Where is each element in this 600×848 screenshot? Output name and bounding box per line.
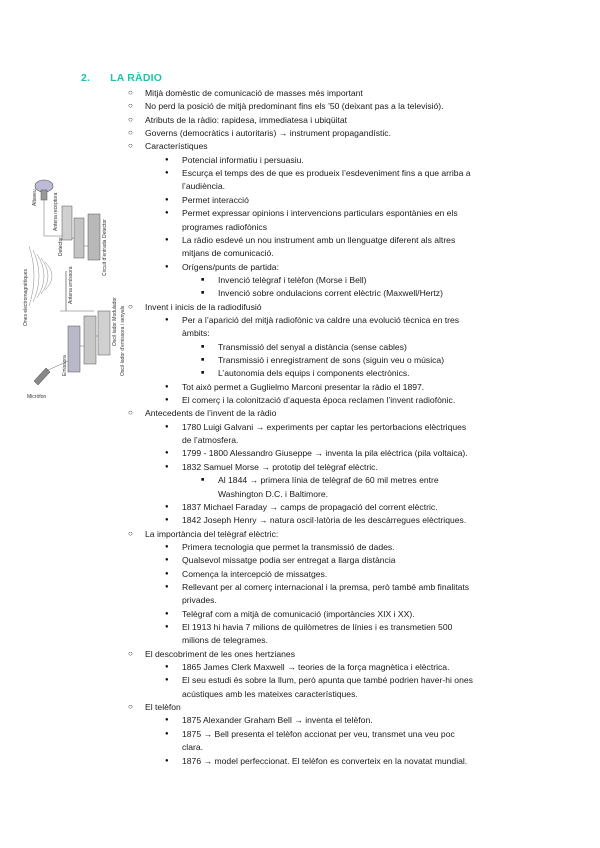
outline-line: Per a l’aparició del mitjà radiofònic va caldre una evolució tècnica en tres (182, 314, 460, 325)
illustration-label: Detector (102, 219, 108, 238)
outline-line: La ràdio esdevé un nou instrument amb un llenguatge diferent als altres (182, 234, 456, 245)
section-number: 2. (81, 72, 91, 84)
outline-line: àmbits: (182, 328, 210, 339)
illustration-label: Micròfon (27, 394, 47, 400)
section-title: LA RÀDIO (110, 72, 163, 84)
bullet-level-1-icon: ○ (128, 101, 133, 111)
outline-line: acústiques amb les mateixes característiques. (182, 688, 358, 699)
illustration-label: Ones electromagnètiques (23, 269, 29, 326)
outline-line: privades. (182, 595, 217, 606)
outline-line: L’autonomia dels equips i components electrònics. (218, 368, 410, 379)
radio-transmission-illustration (24, 176, 134, 401)
bullet-level-2-icon: ● (165, 463, 169, 470)
bullet-level-2-icon: ● (165, 196, 169, 203)
transmitter-units-icon (68, 311, 110, 372)
outline-line: Primera tecnologia que permet la transmissió de dades. (182, 541, 395, 552)
illustration-label: Altaveu (32, 189, 38, 206)
bullet-level-2-icon: ● (165, 717, 169, 724)
bullet-level-1-icon: ○ (128, 128, 133, 138)
outline-line: Qualsevol missatge podia ser entregat a llarga distància (182, 555, 396, 566)
outline-line: Permet interacció (182, 194, 249, 205)
outline-line: El seu estudi és sobre la llum, però apunta que també podrien haver-hi ones (182, 675, 473, 686)
outline-line: Invenció telègraf i telèfon (Morse i Bell) (218, 274, 367, 285)
outline-line: 1875 → Bell presenta el telèfon accionat per veu, transmet una veu poc (182, 728, 455, 739)
bullet-level-2-icon: ● (165, 383, 169, 390)
outline-line: No perd la posició de mitjà predominant fins els ’50 (deixant pas a la televisió). (145, 101, 444, 112)
outline-line: El 1913 hi havia 7 milions de quilòmetres de línies i es transmetien 500 (182, 622, 453, 632)
outline-line: El comerç i la colonització d’aquesta època reclamen l’invent radiofònic. (182, 395, 456, 406)
outline-line: 1876 → model perfeccionat. El telèfon es converteix en la novatat mundial. (182, 755, 468, 766)
outline-line: 1837 Michael Faraday → camps de propagació del corrent elèctric. (182, 501, 438, 512)
bullet-level-2-icon: ● (165, 210, 169, 217)
outline-line: Atributs de la ràdio: rapidesa, immediatesa i ubiqüitat (145, 114, 348, 125)
bullet-level-1-icon: ○ (128, 88, 133, 97)
bullet-level-2-icon: ● (165, 263, 169, 270)
bullet-level-3-icon: ■ (201, 290, 205, 297)
outline-line: Comença la intercepció de missatges. (182, 568, 328, 579)
bullet-level-2-icon: ● (165, 624, 169, 630)
outline-line: Transmissió del senyal a distància (sense cables) (218, 341, 407, 352)
illustration-label: Antena emissora (68, 266, 74, 304)
bullet-level-2-icon: ● (165, 664, 169, 671)
bullet-level-3-icon: ■ (201, 343, 205, 350)
outline-line: Al 1844 → primera línia de telègraf de 60 mil metres entre (218, 475, 439, 486)
bullet-level-2-icon: ● (165, 543, 169, 550)
illustration-label: Oscil·lador d’emissora i senyals (120, 305, 126, 376)
bullet-level-2-icon: ● (165, 610, 169, 617)
illustration-label: Detector (58, 237, 64, 256)
bullet-level-2-icon: ● (165, 170, 169, 177)
outline-line: 1875 Alexander Graham Bell → inventa el telèfon. (182, 715, 373, 726)
bullet-level-2-icon: ● (165, 450, 169, 457)
bullet-level-2-icon: ● (165, 517, 169, 524)
outline-line: El telèfon (145, 702, 181, 713)
bullet-level-2-icon: ● (165, 570, 169, 577)
bullet-level-2-icon: ● (165, 397, 169, 404)
outline-line: milions de telegrames. (182, 635, 268, 646)
outline-line: 1832 Samuel Morse → prototip del telègraf elèctric. (182, 461, 378, 472)
bullet-level-1-icon: ○ (128, 408, 133, 418)
outline-line: Transmissió i enregistrament de sons (siguin veu o música) (218, 355, 445, 365)
transmitting-antenna-icon (60, 271, 94, 311)
outline-line: Permet expressar opinions i intervencions particulars espontànies en els (182, 208, 458, 219)
outline-line: El descobriment de les ones hertzianes (145, 648, 295, 659)
bullet-level-1-icon: ○ (128, 114, 133, 124)
outline-line: Governs (democràtics i autoritaris) → instrument propagandístic. (145, 128, 391, 139)
bullet-level-2-icon: ● (165, 677, 169, 684)
outline-line: Antecedents de l’invent de la ràdio (145, 408, 277, 419)
illustration-label: Oscil·lador Modulador (112, 297, 118, 346)
outline-line: Telègraf com a mitjà de comunicació (importàncies XIX i XX). (182, 608, 415, 619)
bullet-level-2-icon: ● (165, 236, 169, 243)
outline-line: Washington D.C. i Baltimore. (218, 488, 329, 499)
outline-line: Orígens/punts de partida: (182, 261, 279, 272)
electromagnetic-waves-icon (29, 246, 52, 306)
outline-line: 1780 Luigi Galvani → experiments per captar les pertorbacions elèctriques (182, 421, 467, 432)
bullet-level-2-icon: ● (165, 503, 169, 510)
outline-line: 1842 Joseph Henry → natura oscil·latòria de les descàrregues elèctriques. (182, 515, 467, 526)
bullet-level-1-icon: ○ (128, 702, 133, 712)
outline-line: Mitjà domèstic de comunicació de masses més important (145, 88, 363, 98)
outline-line: l’audiència. (182, 181, 225, 192)
outline-line: Rellevant per al comerç internacional i la premsa, però també amb finalitats (182, 581, 470, 592)
bullet-level-2-icon: ● (165, 423, 169, 430)
illustration-label: Emissora (62, 355, 68, 376)
outline-line: programes radiofònics (182, 221, 268, 232)
outline-line: 1865 James Clerk Maxwell → teories de la força magnètica i elèctrica. (182, 662, 450, 673)
bullet-level-3-icon: ■ (201, 370, 205, 377)
bullet-level-3-icon: ■ (201, 477, 205, 484)
bullet-level-2-icon: ● (165, 757, 169, 764)
section-heading (81, 72, 162, 84)
illustration-label: Antena receptora (53, 192, 59, 231)
outline-line: Potencial informatiu i persuasiu. (182, 154, 304, 165)
bullet-level-3-icon: ■ (201, 276, 205, 283)
bullet-level-1-icon: ○ (128, 141, 133, 151)
bullet-level-2-icon: ● (165, 557, 169, 564)
bullet-level-2-icon: ● (165, 730, 169, 737)
bullet-level-2-icon: ● (165, 583, 169, 590)
outline-line: clara. (182, 742, 204, 753)
illustration-label: Circuit d’entrada (102, 239, 108, 276)
outline-line: Característiques (145, 141, 208, 152)
bullet-level-1-icon: ○ (128, 301, 133, 311)
bullet-level-1-icon: ○ (128, 648, 133, 658)
outline-line: Invenció sobre ondulacions corrent elèctric (Maxwell/Hertz) (218, 288, 443, 299)
bullet-level-3-icon: ■ (201, 357, 205, 363)
outline-line: Tot això permet a Guglielmo Marconi presentar la ràdio el 1897. (182, 381, 425, 392)
outline-line: de l’atmosfera. (182, 435, 239, 446)
bullet-level-2-icon: ● (165, 316, 169, 323)
outline-line: 1799 - 1800 Alessandro Giuseppe → inventa la pila elèctrica (pila voltaica). (182, 448, 468, 459)
outline-line: mitjans de comunicació. (182, 248, 274, 259)
outline-line: Escurça el temps des de que es produeix l’esdeveniment fins a que arriba a (182, 168, 471, 179)
bullet-level-2-icon: ● (165, 156, 169, 163)
outline-line: La importància del telègraf elèctric: (145, 528, 279, 539)
bullet-level-1-icon: ○ (128, 528, 133, 538)
outline-line: Invent i inicis de la radiodifusió (145, 301, 262, 312)
